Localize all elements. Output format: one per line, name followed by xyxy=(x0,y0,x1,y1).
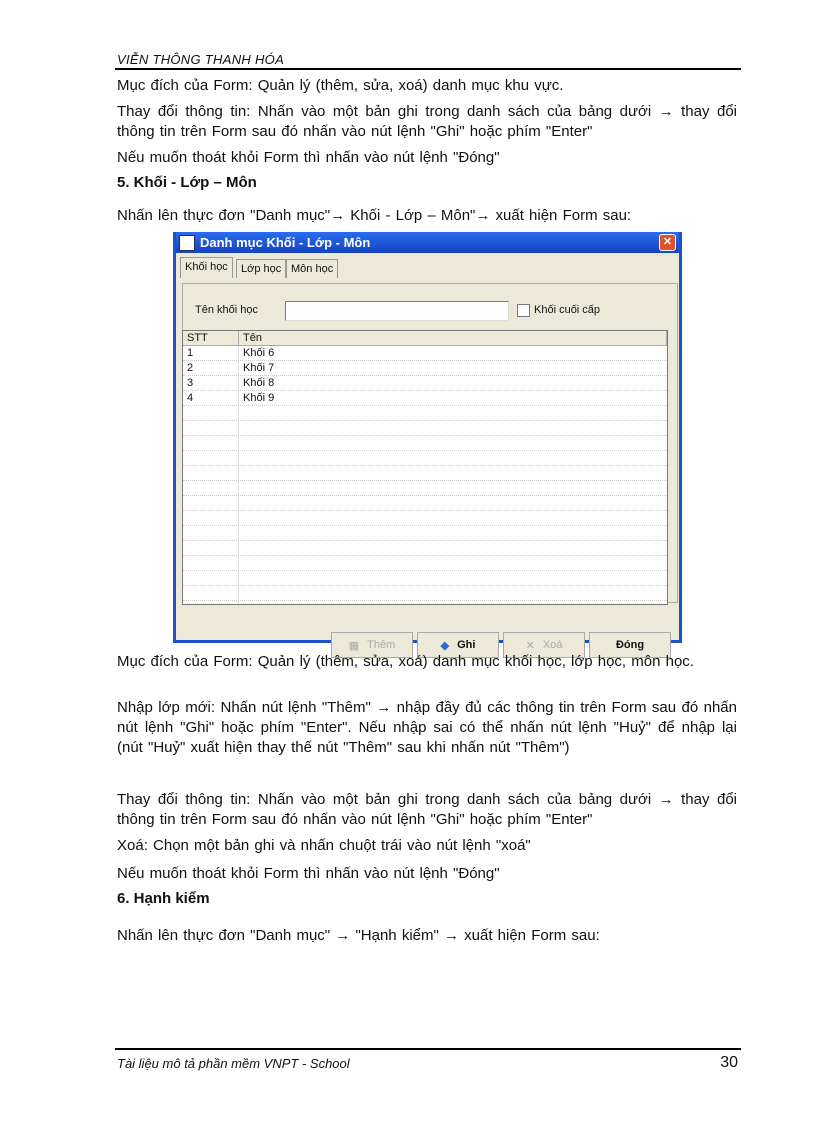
paragraph: Mục đích của Form: Quản lý (thêm, sửa, xoá) danh mục khối học, lớp học, môn học. xyxy=(117,653,694,670)
cell-stt xyxy=(183,556,239,570)
cell-ten xyxy=(239,421,667,435)
cell-ten xyxy=(239,601,667,605)
checkbox-label: Khối cuối cấp xyxy=(534,304,601,316)
paragraph: Mục đích của Form: Quản lý (thêm, sửa, xoá) danh mục khu vực. xyxy=(117,77,564,94)
paragraph: Thay đổi thông tin: Nhấn vào một bản ghi trong danh sách của bảng dưới → thay đổi thông tin trên Form sau đó nhấn vào nút lệnh "Ghi" hoặc phím "Enter" xyxy=(117,791,737,828)
table-row[interactable] xyxy=(183,346,667,361)
cell-stt xyxy=(183,526,239,540)
dialog-title: Danh mục Khối - Lớp - Môn xyxy=(200,235,371,250)
section-heading: 6. Hạnh kiểm xyxy=(117,890,210,907)
table-row[interactable] xyxy=(183,601,667,605)
cell-ten xyxy=(239,511,667,525)
cell-stt xyxy=(183,421,239,435)
tab-lop-hoc[interactable]: Lớp học xyxy=(236,259,286,278)
cell-stt xyxy=(183,436,239,450)
delete-icon: ✕ xyxy=(525,639,535,652)
cell-stt xyxy=(183,481,239,495)
ten-khoi-hoc-input[interactable] xyxy=(285,301,509,321)
table-row[interactable] xyxy=(183,436,667,451)
cell-ten xyxy=(239,451,667,465)
page-footer: Tài liệu mô tả phần mềm VNPT - School xyxy=(117,1056,350,1071)
cell-stt xyxy=(183,451,239,465)
header-rule xyxy=(115,68,741,70)
close-icon[interactable]: ✕ xyxy=(659,234,676,251)
khoi-cuoi-cap-checkbox[interactable] xyxy=(517,304,530,317)
cell-stt xyxy=(183,601,239,605)
title-bar xyxy=(176,232,679,253)
cell-ten xyxy=(239,406,667,420)
cell-ten xyxy=(239,556,667,570)
field-label: Tên khối học xyxy=(195,304,258,316)
cell-ten xyxy=(239,541,667,555)
cell-stt: 3 xyxy=(183,376,239,390)
table-row[interactable] xyxy=(183,481,667,496)
cell-stt xyxy=(183,496,239,510)
paragraph: Nếu muốn thoát khỏi Form thì nhấn vào nút lệnh "Đóng" xyxy=(117,865,500,882)
tab-khoi-hoc[interactable]: Khối học xyxy=(180,257,233,278)
cell-ten xyxy=(239,526,667,540)
save-icon: ◆ xyxy=(440,639,450,652)
paragraph: Thay đổi thông tin: Nhấn vào một bản ghi trong danh sách của bảng dưới → thay đổi thông tin trên Form sau đó nhấn vào nút lệnh "Ghi" hoặc phím "Enter" xyxy=(117,103,737,140)
cell-ten: Khối 8 xyxy=(243,377,275,389)
table-row[interactable] xyxy=(183,361,667,376)
cell-stt xyxy=(183,541,239,555)
paragraph: Nhập lớp mới: Nhấn nút lệnh "Thêm" → nhập đầy đủ các thông tin trên Form sau đó nhấn nút lệnh "Ghi" hoặc phím "Enter". Nếu nhập sai có thể nhấn nút lệnh "Huỷ" để nhập lại (nút "Huỷ" xuất hiện thay thế nút "Thêm" sau khi nhấn nút "Thêm") xyxy=(117,699,737,756)
table-row[interactable] xyxy=(183,376,667,391)
cell-stt xyxy=(183,586,239,600)
tab-mon-hoc[interactable]: Môn học xyxy=(286,259,338,278)
cell-ten: Khối 9 xyxy=(243,392,275,404)
table-row[interactable] xyxy=(183,496,667,511)
grid-header xyxy=(183,331,667,346)
cell-stt: 4 xyxy=(183,391,239,405)
table-row[interactable] xyxy=(183,511,667,526)
cell-ten xyxy=(239,436,667,450)
table-row[interactable] xyxy=(183,571,667,586)
column-header-stt[interactable]: STT xyxy=(183,331,239,345)
dialog-window xyxy=(173,232,682,652)
add-label: Thêm xyxy=(367,639,396,651)
delete-label: Xoá xyxy=(542,639,563,651)
table-row[interactable] xyxy=(183,586,667,601)
page-header: VIỄN THÔNG THANH HÓA xyxy=(117,52,285,67)
cell-stt xyxy=(183,466,239,480)
table-row[interactable] xyxy=(183,406,667,421)
column-header-ten[interactable]: Tên xyxy=(239,331,667,345)
cell-stt xyxy=(183,511,239,525)
page-number: 30 xyxy=(720,1054,738,1071)
cell-ten xyxy=(239,496,667,510)
add-icon: ▦ xyxy=(348,639,360,652)
table-row[interactable] xyxy=(183,556,667,571)
paragraph: Nhấn lên thực đơn "Danh mục"→ Khối - Lớp – Môn"→ xuất hiện Form sau: xyxy=(117,207,632,224)
paragraph: Nếu muốn thoát khỏi Form thì nhấn vào nút lệnh "Đóng" xyxy=(117,149,500,166)
close-label: Đóng xyxy=(615,639,645,651)
paragraph: Xoá: Chọn một bản ghi và nhấn chuột trái vào nút lệnh "xoá" xyxy=(117,837,531,854)
table-row[interactable] xyxy=(183,391,667,406)
section-heading: 5. Khối - Lớp – Môn xyxy=(117,174,257,191)
data-grid[interactable] xyxy=(182,330,668,605)
table-row[interactable] xyxy=(183,451,667,466)
save-label: Ghi xyxy=(457,639,476,651)
app-icon xyxy=(179,235,195,251)
cell-stt xyxy=(183,406,239,420)
cell-ten xyxy=(239,586,667,600)
table-row[interactable] xyxy=(183,466,667,481)
cell-stt: 1 xyxy=(183,346,239,360)
table-row[interactable] xyxy=(183,526,667,541)
footer-rule xyxy=(115,1048,741,1050)
table-row[interactable] xyxy=(183,421,667,436)
cell-ten xyxy=(239,481,667,495)
cell-ten xyxy=(239,571,667,585)
table-row[interactable] xyxy=(183,541,667,556)
cell-stt xyxy=(183,571,239,585)
cell-ten xyxy=(239,466,667,480)
cell-stt: 2 xyxy=(183,361,239,375)
cell-ten: Khối 6 xyxy=(243,347,275,359)
paragraph: Nhấn lên thực đơn "Danh mục" → "Hạnh kiểm" → xuất hiện Form sau: xyxy=(117,927,600,944)
cell-ten: Khối 7 xyxy=(243,362,275,374)
